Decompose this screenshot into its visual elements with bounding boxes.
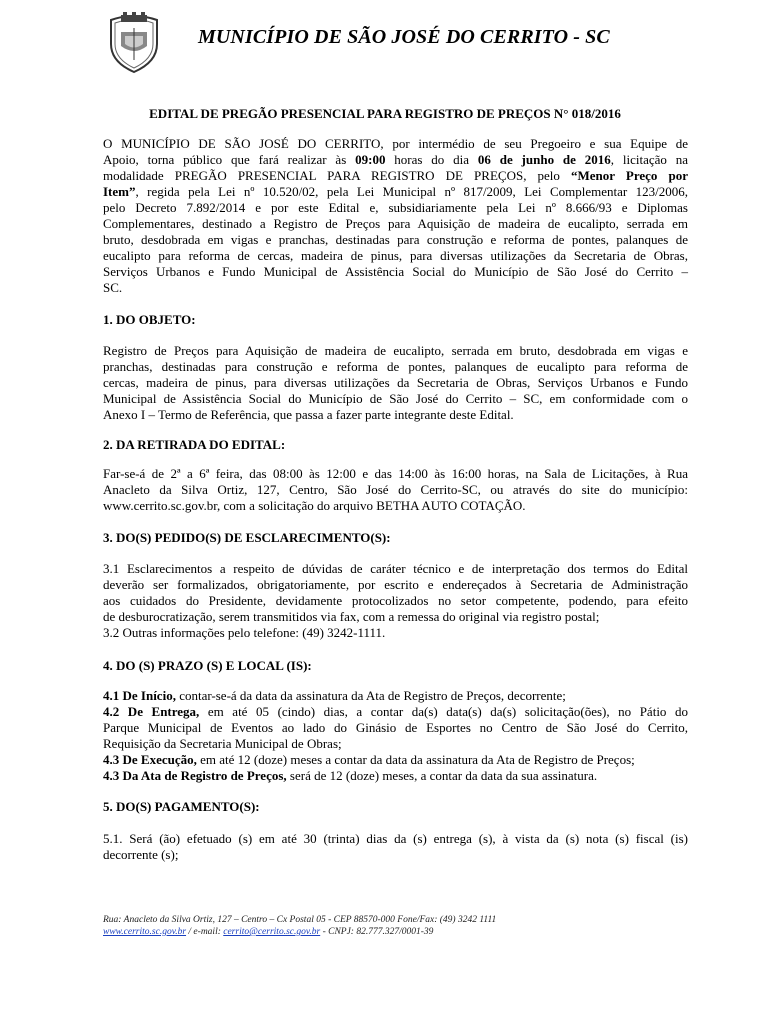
section-1-heading: 1. DO OBJETO: — [103, 312, 196, 327]
intro-line-6: Complementares, destinado a Registro de Preços para Aquisição de madeira de eucalipto, serrada em — [103, 216, 688, 231]
item-4-1: 4.1 De Início, contar-se-á da data da assinatura da Ata de Registro de Preços, decorrente; — [103, 688, 566, 703]
section-4-heading: 4. DO (S) PRAZO (S) E LOCAL (IS): — [103, 658, 312, 673]
intro-line-10: SC. — [103, 280, 123, 295]
intro-line-4: Item”, regida pela Lei nº 10.520/02, pela Lei Municipal nº 817/2009, Lei Complementar 123/2006, — [103, 184, 688, 199]
municipal-crest-icon — [105, 10, 163, 74]
item-4-4: 4.3 Da Ata de Registro de Preços, será de 12 (doze) meses, a contar da data da sua assinatura. — [103, 768, 598, 783]
session-hour: 09:00 — [355, 152, 386, 167]
edital-title: EDITAL DE PREGÃO PRESENCIAL PARA REGISTRO DE PREÇOS N° 018/2016 — [149, 106, 621, 121]
section-3-paragraph: 3.1 Esclarecimentos a respeito de dúvidas de caráter técnico e de interpretação dos termos do Edital deverão ser formalizados, obrigatoriamente, por escrito e endereçados à Secretaria de Administração aos cuidados do Presidente, devidamente protocolizados no setor competente, podendo, para efeito de desburocratização, serem transmitidos via fax, com a remessa do original via registro postal; 3.2 Outras informações pelo telefone: (49) 3242-1111. — [103, 561, 688, 640]
section-1-paragraph: Registro de Preços para Aquisição de madeira de eucalipto, serrada em bruto, desdobrada em vigas e pranchas, destinadas para construção e reforma de pontes, palanques de eucalipto para reforma de cercas, madeira de pinus, para diversas utilizações da Secretaria de Obras, Serviços Urbanos e Fundo Municipal de Assistência Social do Município de São José do Cerrito – SC, em conformidade com o Anexo I – Termo de Referência, que passa a fazer parte integrante deste Edital. — [103, 343, 688, 422]
footer-cnpj: - CNPJ: 82.777.327/0001-39 — [322, 927, 434, 937]
section-2-heading: 2. DA RETIRADA DO EDITAL: — [103, 437, 286, 452]
intro-line-9: Serviços Urbanos e Fundo Municipal de Assistência Social do Município de São José do Cerrito – — [103, 264, 688, 279]
page-footer — [103, 914, 496, 938]
footer-email-prefix: / e-mail: — [188, 927, 221, 937]
intro-line-1: O MUNICÍPIO DE SÃO JOSÉ DO CERRITO, por intermédio de seu Pregoeiro e sua Equipe de — [103, 136, 688, 151]
criteria-a: “Menor Preço por — [571, 168, 689, 183]
footer-email-link[interactable]: cerrito@cerrito.sc.gov.br — [223, 927, 321, 937]
footer-address: Rua: Anacleto da Silva Ortiz, 127 – Centro – Cx Postal 05 - CEP 88570-000 Fone/Fax: (49) 3242 1111 — [103, 915, 497, 925]
section-4-paragraph: 4.1 De Início, contar-se-á da data da assinatura da Ata de Registro de Preços, decorrente; 4.2 De Entrega, em até 05 (cindo) dias, a contar da(s) data(s) da(s) solicitação(ões), no Pátio do Parque Municipal de Eventos ao lado do Ginásio de Esportes no Centro de São José do Cerrito, Requisição da Secretaria Municipal de Obras; 4.3 De Execução, em até 12 (doze) meses a contar da data da assinatura da Ata de Registro de Preços; 4.3 Da Ata de Registro de Preços, será de 12 (doze) meses, a contar da data da sua assinatura. — [103, 688, 688, 783]
intro-line-8: eucalipto para reforma de cercas, madeira de pinus, para diversas utilizações da Secretaria de Obras, — [103, 248, 688, 263]
footer-website-link[interactable]: www.cerrito.sc.gov.br — [103, 927, 187, 937]
section-5-heading: 5. DO(S) PAGAMENTO(S): — [103, 799, 260, 814]
intro-paragraph — [103, 136, 688, 296]
intro-line-5: pelo Decreto 7.892/2014 e por este Edital e, subsidiariamente pela Lei nº 8.666/93 e Diplomas — [103, 200, 688, 215]
section-3-heading: 3. DO(S) PEDIDO(S) DE ESCLARECIMENTO(S): — [103, 530, 391, 545]
intro-line-3: modalidade PREGÃO PRESENCIAL PARA REGISTRO DE PREÇOS, pelo “Menor Preço por — [103, 168, 689, 183]
municipality-title: MUNICÍPIO DE SÃO JOSÉ DO CERRITO - SC — [198, 26, 610, 48]
section-2-paragraph: Far-se-á de 2ª a 6ª feira, das 08:00 às 12:00 e das 14:00 às 16:00 horas, na Sala de Licitações, à Rua Anacleto da Silva Ortiz, 127, Centro, São José do Cerrito-SC, ou através do site do município: www.cerrito.sc.gov.br, com a solicitação do arquivo BETHA AUTO COTAÇÃO. — [103, 466, 688, 513]
section-5-paragraph: 5.1. Será (ão) efetuado (s) em até 30 (trinta) dias da (s) entrega (s), à vista da (s) nota (s) fiscal (is) decorrente (s); — [103, 831, 688, 862]
item-4-2: 4.2 De Entrega, em até 05 (cindo) dias, a contar da(s) data(s) da(s) solicitação(ões), no Pátio do — [103, 704, 688, 719]
intro-line-2: Apoio, torna público que fará realizar às 09:00 horas do dia 06 de junho de 2016, licitação na — [103, 152, 688, 167]
criteria-b: Item” — [103, 184, 136, 199]
session-date: 06 de junho de 2016 — [477, 152, 611, 167]
intro-line-7: bruto, desdobrada em vigas e pranchas, destinadas para construção e reforma de pontes, palanques de — [103, 232, 688, 247]
item-4-3: 4.3 De Execução, em até 12 (doze) meses a contar da data da assinatura da Ata de Registro de Preços; — [103, 752, 635, 767]
website-text: www.cerrito.sc.gov.br, com a solicitação do arquivo BETHA AUTO COTAÇÃO. — [103, 498, 526, 513]
